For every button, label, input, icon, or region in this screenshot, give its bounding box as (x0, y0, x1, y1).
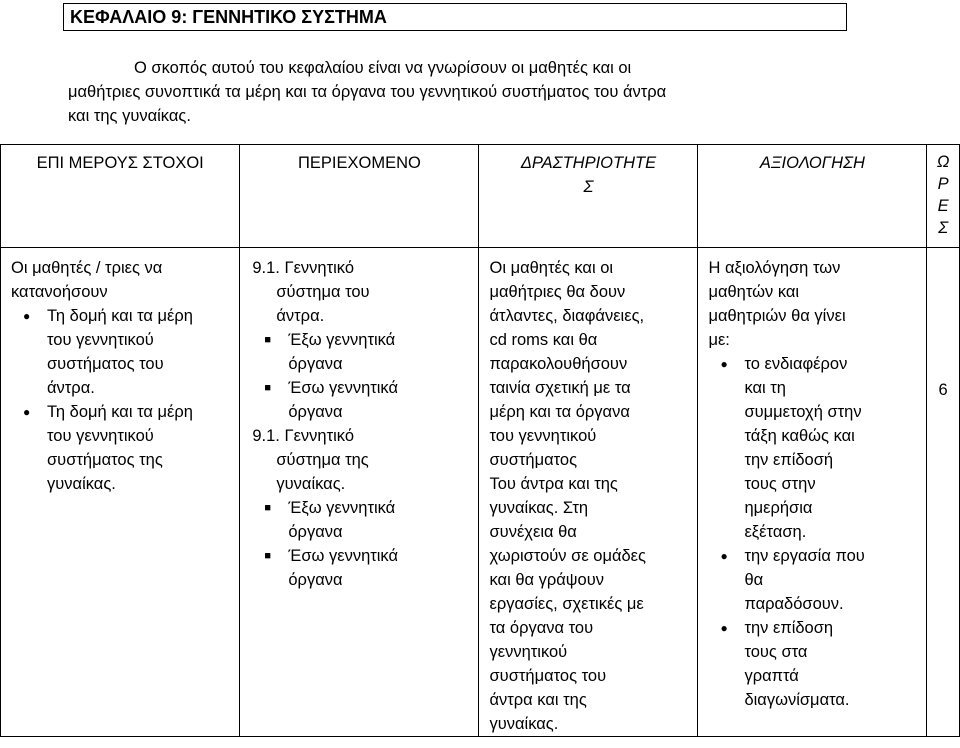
hours-value: 6 (938, 381, 948, 399)
list-item: ■ Έσω γεννητικά όργανα (252, 544, 470, 592)
bullet-icon (708, 352, 744, 544)
list-item: ● Τη δομή και τα μέρη του γεννητικού συστήματος του άντρα. (11, 304, 231, 400)
header-content: ΠΕΡΙΕΧΟΜΕΝΟ (240, 145, 479, 248)
objectives-cell: Οι μαθητές / τριες να κατανοήσουν ● Τη δομή και τα μέρη του γεννητικού συστήματος του άντρα. ● Τη δομή και τα μέρη του γεννητικού συστήματος της γυναίκας. (1, 248, 240, 737)
activity-line: μαθήτριες θα δουν (489, 283, 626, 301)
list-item: ■ Έξω γεννητικά όργανα (252, 328, 470, 376)
activity-line: παρακολουθήσουν (489, 355, 628, 373)
activity-line: τα όργανα του (489, 619, 594, 637)
activity-line: χωριστούν σε ομάδες (489, 547, 646, 565)
activity-line: γεννητικού (489, 643, 568, 661)
square-bullet-icon (252, 376, 288, 424)
activity-line: μέρη και τα όργανα (489, 403, 630, 421)
hours-cell (927, 248, 960, 737)
square-bullet-icon (252, 544, 288, 592)
header-objectives: ΕΠΙ ΜΕΡΟΥΣ ΣΤΟΧΟΙ (1, 145, 240, 248)
header-assessment: ΑΞΙΟΛΟΓΗΣΗ (698, 145, 927, 248)
content-row (1, 248, 960, 737)
activity-line: εργασίες, σχετικές με (489, 595, 644, 613)
activity-line: συστήματος (489, 451, 578, 469)
intro-line: και της γυναίκας. (68, 107, 191, 125)
section-heading: 9.1. Γεννητικό σύστημα του άντρα. (252, 259, 370, 325)
header-activities: ΔΡΑΣΤΗΡΙΟΤΗΤΕ Σ (479, 145, 698, 248)
activity-line: άτλαντες, διαφάνειες, (489, 307, 645, 325)
bullet-icon (708, 544, 744, 616)
content-cell (240, 248, 479, 737)
header-hours: Ω Ρ Ε Σ (927, 145, 960, 248)
activity-line: Οι μαθητές και οι (489, 259, 614, 277)
list-item: ● Τη δομή και τα μέρη του γεννητικού συστήματος της γυναίκας. (11, 400, 231, 496)
section-heading: 9.1. Γεννητικό σύστημα της γυναίκας. (252, 427, 369, 493)
activity-line: και θα γράψουν (489, 571, 605, 589)
square-bullet-icon (252, 328, 288, 376)
list-item: ● το ενδιαφέρον και τη συμμετοχή στην τάξη καθώς και την επίδοσή τους στην ημερήσια εξέταση. (708, 352, 918, 544)
activity-line: συστήματος του (489, 667, 607, 685)
activity-line: Του άντρα και της (489, 475, 618, 493)
activity-line: του γεννητικού (489, 427, 597, 445)
intro-paragraph (68, 56, 848, 128)
intro-line: Ο σκοπός αυτού του κεφαλαίου είναι να γνωρίσουν οι μαθητές και οι (134, 59, 632, 77)
activity-line: ταινία σχετική με τα (489, 379, 631, 397)
list-item: ● την εργασία που θα παραδόσουν. (708, 544, 918, 616)
chapter-title: ΚΕΦΑΛΑΙΟ 9: ΓΕΝΝΗΤΙΚΟ ΣΥΣΤΗΜΑ (63, 3, 847, 31)
assessment-cell: Η αξιολόγηση των μαθητών και μαθητριών θα γίνει με: ● το ενδιαφέρον και τη συμμετοχή στην τάξη καθώς και την επίδοσή τους στην ημερήσια εξέταση. ● την εργασία που θα παραδόσουν. ● την επίδοση τους στα γραπτά διαγωνίσματα. (698, 248, 927, 737)
list-item: ■ Έξω γεννητικά όργανα (252, 496, 470, 544)
activity-line: γυναίκας. (489, 715, 559, 733)
list-item: ● την επίδοση τους στα γραπτά διαγωνίσματα. (708, 616, 918, 712)
bullet-icon (708, 616, 744, 712)
square-bullet-icon (252, 496, 288, 544)
activity-line: άντρα και της (489, 691, 587, 709)
list-item: ■ Έσω γεννητικά όργανα (252, 376, 470, 424)
activity-line: γυναίκας. Στη (489, 499, 589, 517)
activity-line: cd roms και θα (489, 331, 598, 349)
lesson-plan-table (0, 144, 960, 737)
bullet-icon (11, 400, 47, 496)
intro-line: μαθήτριες συνοπτικά τα μέρη και τα όργανα του γεννητικού συστήματος του άντρα (68, 83, 667, 101)
bullet-icon (11, 304, 47, 400)
header-row (1, 145, 960, 248)
activity-line: συνέχεια θα (489, 523, 577, 541)
activities-cell (479, 248, 698, 737)
